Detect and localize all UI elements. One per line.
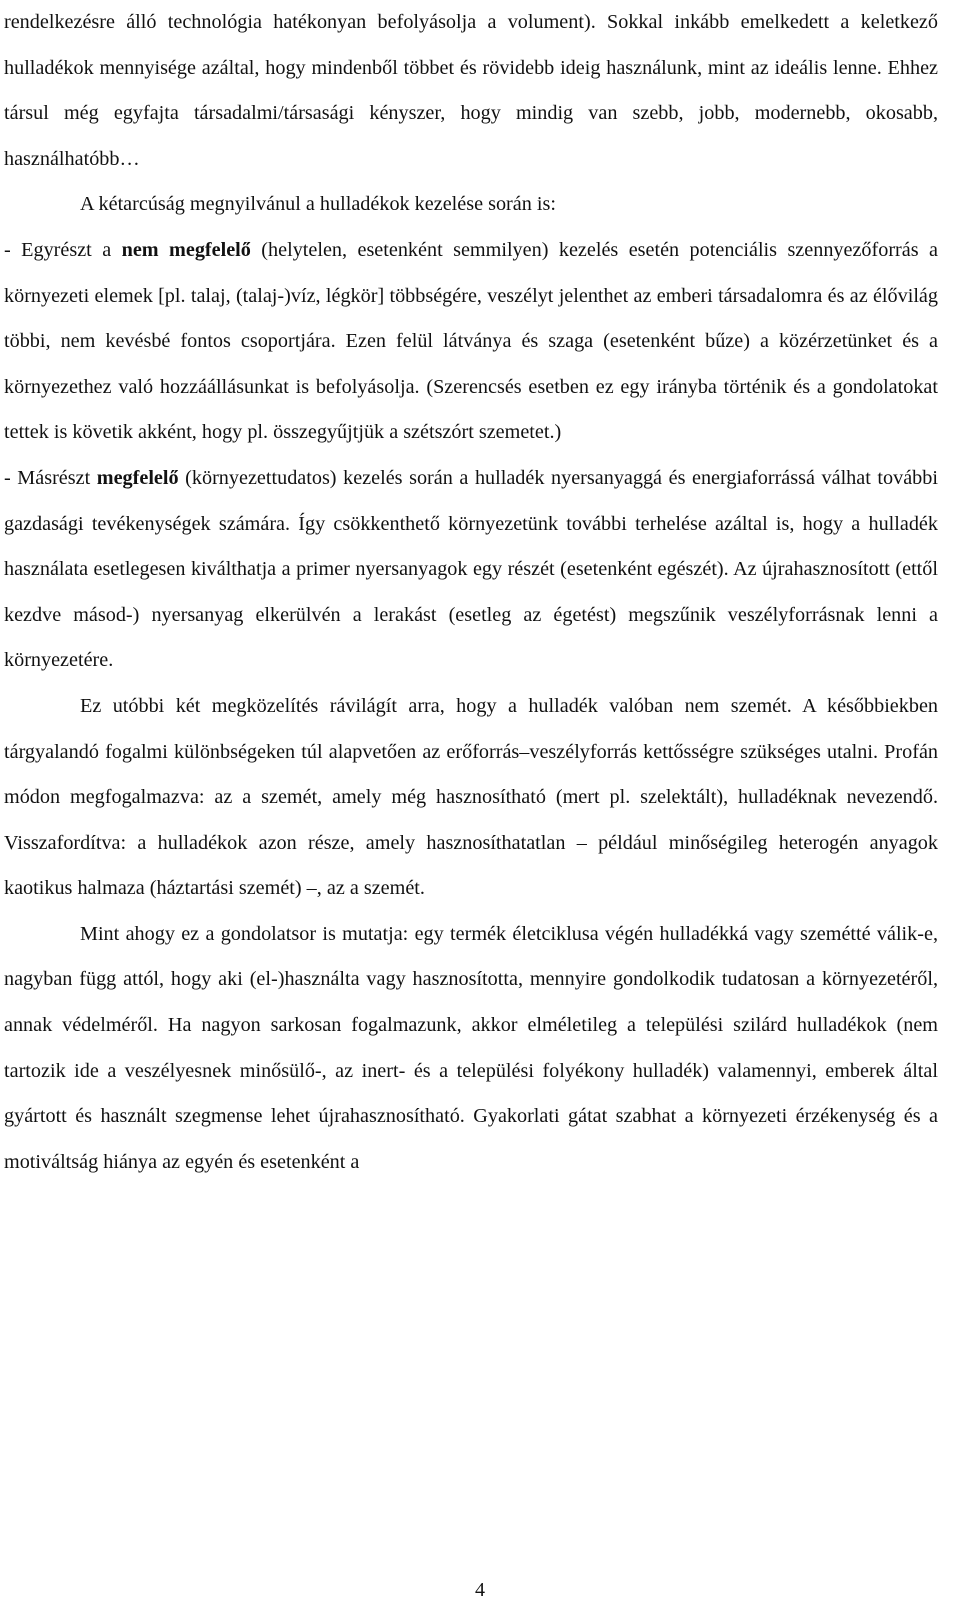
document-page xyxy=(4,0,938,1185)
page-number: 4 xyxy=(475,1579,485,1601)
paragraph-3-prefix: - Egyrészt a xyxy=(4,238,122,261)
paragraph-6: Mint ahogy ez a gondolatsor is mutatja: egy termék életciklusa végén hulladékká vagy szemétté válik-e, nagyban függ attól, hogy aki (el-)használta vagy hasznosította, mennyire gondolkodik tudatosan a környezetéről, annak védelméről. Ha nagyon sarkosan fogalmazunk, akkor elméletileg a települési szilárd hulladékok (nem tartozik ide a veszélyesnek minősülő-, az inert- és a települési folyékony hulladék) valamennyi, emberek által gyártott és használt szegmense lehet újrahasznosítható. Gyakorlati gátat szabhat a környezeti érzékenység és a motiváltság hiánya az egyén és esetenként a xyxy=(4,922,938,1173)
paragraph-3-suffix: (helytelen, esetenként semmilyen) kezelés esetén potenciális szennyezőforrás a környezeti elemek [pl. talaj, (talaj-)víz, légkör] többségére, veszélyt jelenthet az emberi társadalomra és az élővilág többi, nem kevésbé fontos csoportjára. Ezen felül látványa és szaga (esetenként bűze) a közérzetünket és a környezethez való hozzáállásunkat is befolyásolja. (Szerencsés esetben ez egy irányba történik és a gondolatokat tettek is követik akként, hogy pl. összegyűjtjük a szétszórt szemetet.) xyxy=(4,238,938,444)
emphasis-megfelelo: megfelelő xyxy=(96,466,179,489)
paragraph-4-prefix: - Másrészt xyxy=(4,466,97,489)
paragraph-4 xyxy=(4,456,938,684)
paragraph-5: Ez utóbbi két megközelítés rávilágít arra, hogy a hulladék valóban nem szemét. A későbbiekben tárgyalandó fogalmi különbségeken túl alapvetően az erőforrás–veszélyforrás kettősségre szükséges utalni. Profán módon megfogalmazva: az a szemét, amely még hasznosítható (mert pl. szelektált), hulladéknak nevezendő. Visszafordítva: a hulladékok azon része, amely hasznosíthatatlan – például minőségileg heterogén anyagok kaotikus halmaza (háztartási szemét) –, az a szemét. xyxy=(4,694,938,900)
paragraph-3 xyxy=(4,228,938,456)
paragraph-4-suffix: (környezettudatos) kezelés során a hulladék nyersanyaggá és energiaforrássá válhat további gazdasági tevékenységek számára. Így csökkenthető környezetünk további terhelése azáltal is, hogy a hulladék használata esetlegesen kiválthatja a primer nyersanyagok egy részét (esetenként egészét). Az újrahasznosított (ettől kezdve másod-) nyersanyag elkerülvén a lerakást (esetleg az égetést) megszűnik veszélyforrásnak lenni a környezetére. xyxy=(4,466,938,672)
paragraph-1: rendelkezésre álló technológia hatékonyan befolyásolja a volument). Sokkal inkább emelkedett a keletkező hulladékok mennyisége azáltal, hogy mindenből többet és rövidebb ideig használunk, mint az ideális lenne. Ehhez társul még egyfajta társadalmi/társasági kényszer, hogy mindig van szebb, jobb, modernebb, okosabb, használhatóbb… xyxy=(4,11,938,170)
paragraph-2: A kétarcúság megnyilvánul a hulladékok kezelése során is: xyxy=(80,193,556,216)
emphasis-nem-megfelelo: nem megfelelő xyxy=(121,238,251,261)
